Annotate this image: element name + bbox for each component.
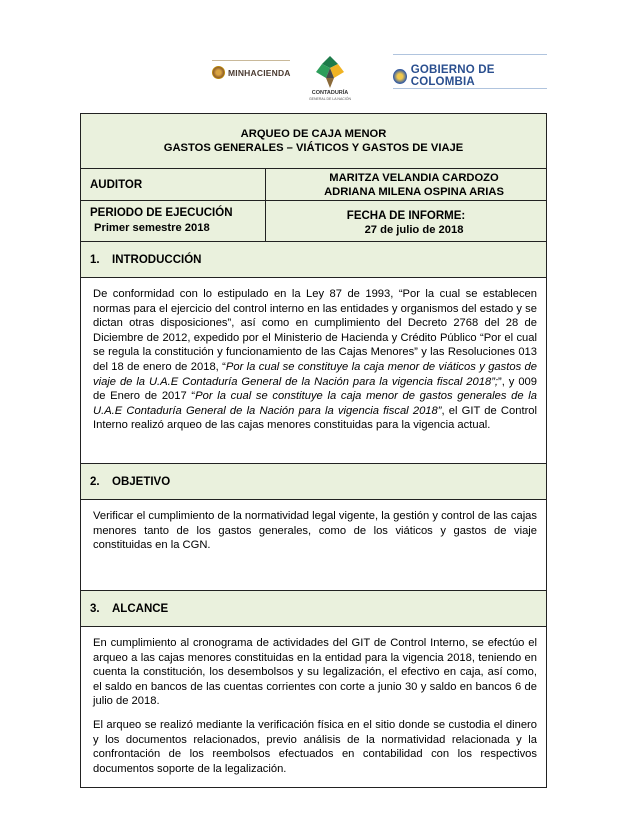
contaduria-logo-text: CONTADURÍA (311, 90, 349, 96)
coat-of-arms-icon (212, 66, 225, 79)
section-body-objetivo (81, 500, 546, 591)
divider (393, 88, 547, 89)
section-heading-alcance (81, 591, 546, 627)
section-heading-intro (81, 242, 546, 278)
fecha-value: 27 de julio de 2018 (364, 224, 464, 236)
divider (393, 54, 547, 55)
periodo-value: Primer semestre 2018 (94, 221, 210, 234)
contaduria-logo-subtext: GENERAL DE LA NACIÓN (308, 97, 352, 101)
header-logos (0, 52, 638, 102)
intro-italic-1: Por la cual se constituye la caja menor de viáticos y gastos de viaje de la U.A.E Contaduría General de la Nación para la vigencia fiscal 2018”; (93, 360, 537, 388)
intro-text-3: , el GIT de Control Interno realizó arqueo de las cajas menores constituidas para la vigencia actual. (93, 404, 538, 432)
report-title-line1: ARQUEO DE CAJA MENOR (240, 128, 387, 140)
intro-text-2: ”, y 009 de Enero de 2017 “ (93, 375, 537, 403)
intro-italic-2: Por la cual se constituye la caja menor de gastos generales de la U.A.E Contaduría General de la Nación para la vigencia fiscal 2018” (93, 390, 537, 417)
auditor-label: AUDITOR (81, 169, 266, 200)
section-number: 3. (90, 602, 100, 615)
section-number: 2. (90, 475, 100, 488)
fecha-cell (266, 201, 546, 241)
minhacienda-logo-text: MINHACIENDA (228, 67, 291, 78)
section-title: ALCANCE (112, 602, 169, 615)
intro-paragraph (93, 287, 537, 433)
auditor-names (266, 169, 546, 200)
alcance-paragraph-1: En cumplimiento al cronograma de actividades del GIT de Control Interno, se efectúo el arqueo a las cajas menores constituidas en la entidad para la vigencia 2018, teniendo en cuenta la constitución, los desembolsos y su legalización, el efectivo en caja, así como, el saldo en bancos de las cuentas corrientes con corte a junio 30 y saldo en bancos 6 de julio de 2018. (93, 637, 537, 708)
auditor-name-1: MARITZA VELANDIA CARDOZO (329, 171, 499, 184)
periodo-row (81, 201, 546, 242)
periodo-label: PERIODO DE EJECUCIÓN (90, 207, 233, 219)
section-body-alcance (81, 627, 546, 787)
minhacienda-logo (212, 66, 291, 79)
section-heading-objetivo (81, 464, 546, 500)
gobierno-logo-text: GOBIERNO DE COLOMBIA (410, 64, 495, 88)
objetivo-paragraph: Verificar el cumplimiento de la normatividad legal vigente, la gestión y control de las cajas menores tanto de los gastos generales, como de los viáticos y gastos de viaje constituidas en la CGN. (93, 510, 537, 552)
contaduria-emblem-icon (308, 54, 352, 90)
section-number: 1. (90, 253, 100, 266)
report-title (81, 114, 546, 169)
gobierno-logo (393, 58, 547, 88)
report-title-line2: GASTOS GENERALES – VIÁTICOS Y GASTOS DE VIAJE (163, 142, 464, 154)
periodo-cell (81, 201, 266, 241)
contaduria-logo (308, 54, 352, 102)
auditor-name-2: ADRIANA MILENA OSPINA ARIAS (324, 185, 504, 198)
intro-text-1: De conformidad con lo estipulado en la Ley 87 de 1993, “Por la cual se establecen normas para el ejercicio del control interno en las entidades y organismos del estado y se dictan otras disposiciones”, así como en cumplimiento del Decreto 2768 del 28 de Diciembre de 2012, expedido por el Ministerio de Hacienda y Crédito Público “Por el cual se regula la constitución y funcionamiento de las Cajas Menores” y las Resoluciones 013 del 18 de enero de 2018, “ (93, 288, 537, 373)
report-table (80, 113, 547, 788)
section-body-intro (81, 278, 546, 464)
section-title: INTRODUCCIÓN (112, 253, 202, 266)
fecha-label: FECHA DE INFORME: (346, 209, 466, 222)
colombia-seal-icon (393, 69, 407, 84)
auditor-row (81, 169, 546, 201)
divider (212, 60, 290, 61)
section-title: OBJETIVO (112, 475, 171, 488)
alcance-paragraph-2: El arqueo se realizó mediante la verificación física en el sitio donde se custodia el dinero y los documentos relacionados, previo análisis de la normatividad relacionada y la confrontación de los reembolsos efectuados en contabilidad con los respectivos documentos soporte de la legalización. (93, 718, 537, 775)
